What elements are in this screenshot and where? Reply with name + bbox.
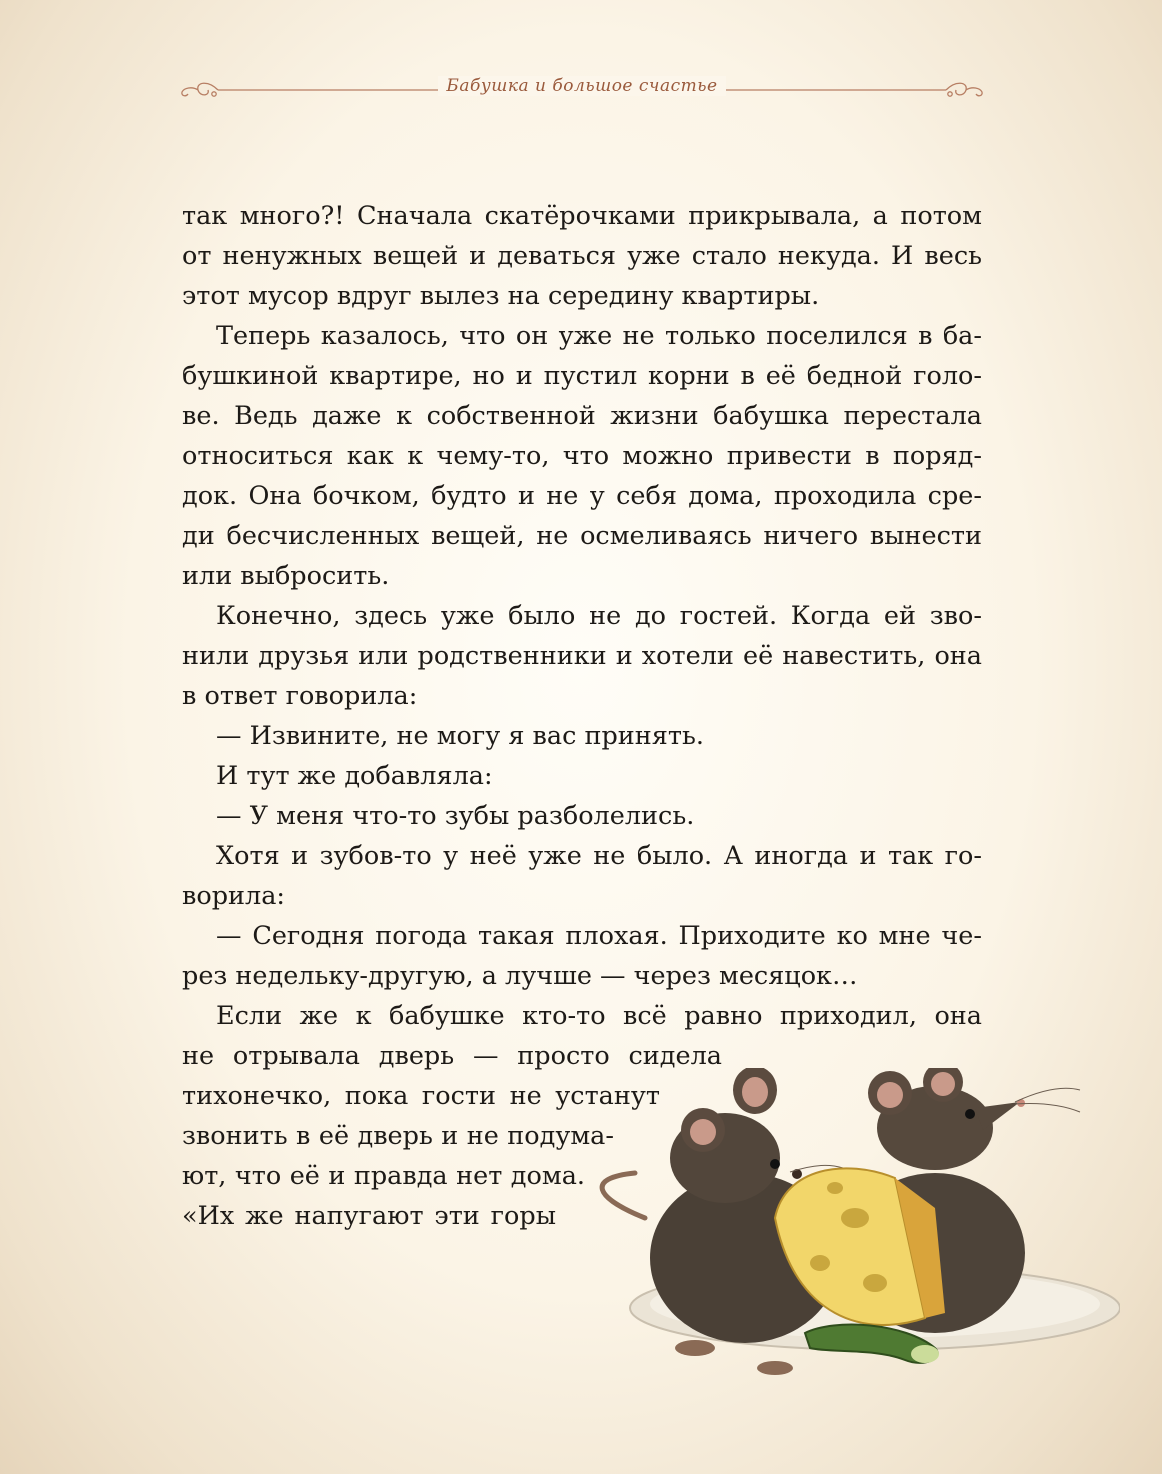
text-line: ве. Ведь даже к собственной жизни бабушка перестала — [182, 401, 982, 431]
dialogue-line: — Извините, не могу я вас принять. — [216, 721, 704, 751]
dialogue-line: — У меня что-то зубы разболелись. — [216, 801, 695, 831]
text-line: от ненужных вещей и деваться уже стало некуда. И весь — [182, 241, 982, 271]
text-line: тихонечко, пока гости не устанут — [182, 1081, 660, 1111]
text-line: Хотя и зубов-то у неё уже не было. А иногда и так го- — [216, 841, 982, 871]
text-line: относиться как к чему-то, что можно привести в поряд- — [182, 441, 982, 471]
text-line: звонить в её дверь и не подума- — [182, 1121, 614, 1151]
dialogue-line: — Сегодня погода такая плохая. Приходите ко мне че- — [216, 921, 982, 951]
text-line: ют, что её и правда нет дома. — [182, 1161, 585, 1191]
text-line: ди бесчисленных вещей, не осмеливаясь ничего вынести — [182, 521, 982, 551]
text-line: не отрывала дверь — просто сидела — [182, 1041, 722, 1071]
text-line: ворила: — [182, 881, 286, 911]
header-title: Бабушка и большое счастье — [438, 76, 725, 96]
text-line: рез недельку-другую, а лучше — через месяцок… — [182, 961, 858, 991]
text-line: док. Она бочком, будто и не у себя дома, проходила сре- — [182, 481, 982, 511]
text-line: Теперь казалось, что он уже не только поселился в ба- — [216, 321, 982, 351]
text-line: Если же к бабушке кто-то всё равно приходил, она — [216, 1001, 982, 1031]
text-line: так много?! Сначала скатёрочками прикрывала, а потом — [182, 201, 982, 231]
text-line: И тут же добавляла: — [216, 761, 493, 791]
running-header — [178, 66, 986, 114]
text-line: Конечно, здесь уже было не до гостей. Когда ей зво- — [216, 601, 982, 631]
tail-shape — [602, 1173, 645, 1218]
text-line: в ответ говорила: — [182, 681, 418, 711]
text-line: бушкиной квартире, но и пустил корни в её бедной голо- — [182, 361, 982, 391]
text-line: этот мусор вдруг вылез на середину квартиры. — [182, 281, 820, 311]
text-line: нили друзья или родственники и хотели её навестить, она — [182, 641, 982, 671]
text-line: «Их же напугают эти горы — [182, 1201, 556, 1231]
mice-with-cheese-illustration — [575, 1068, 1120, 1404]
text-line: или выбросить. — [182, 561, 390, 591]
